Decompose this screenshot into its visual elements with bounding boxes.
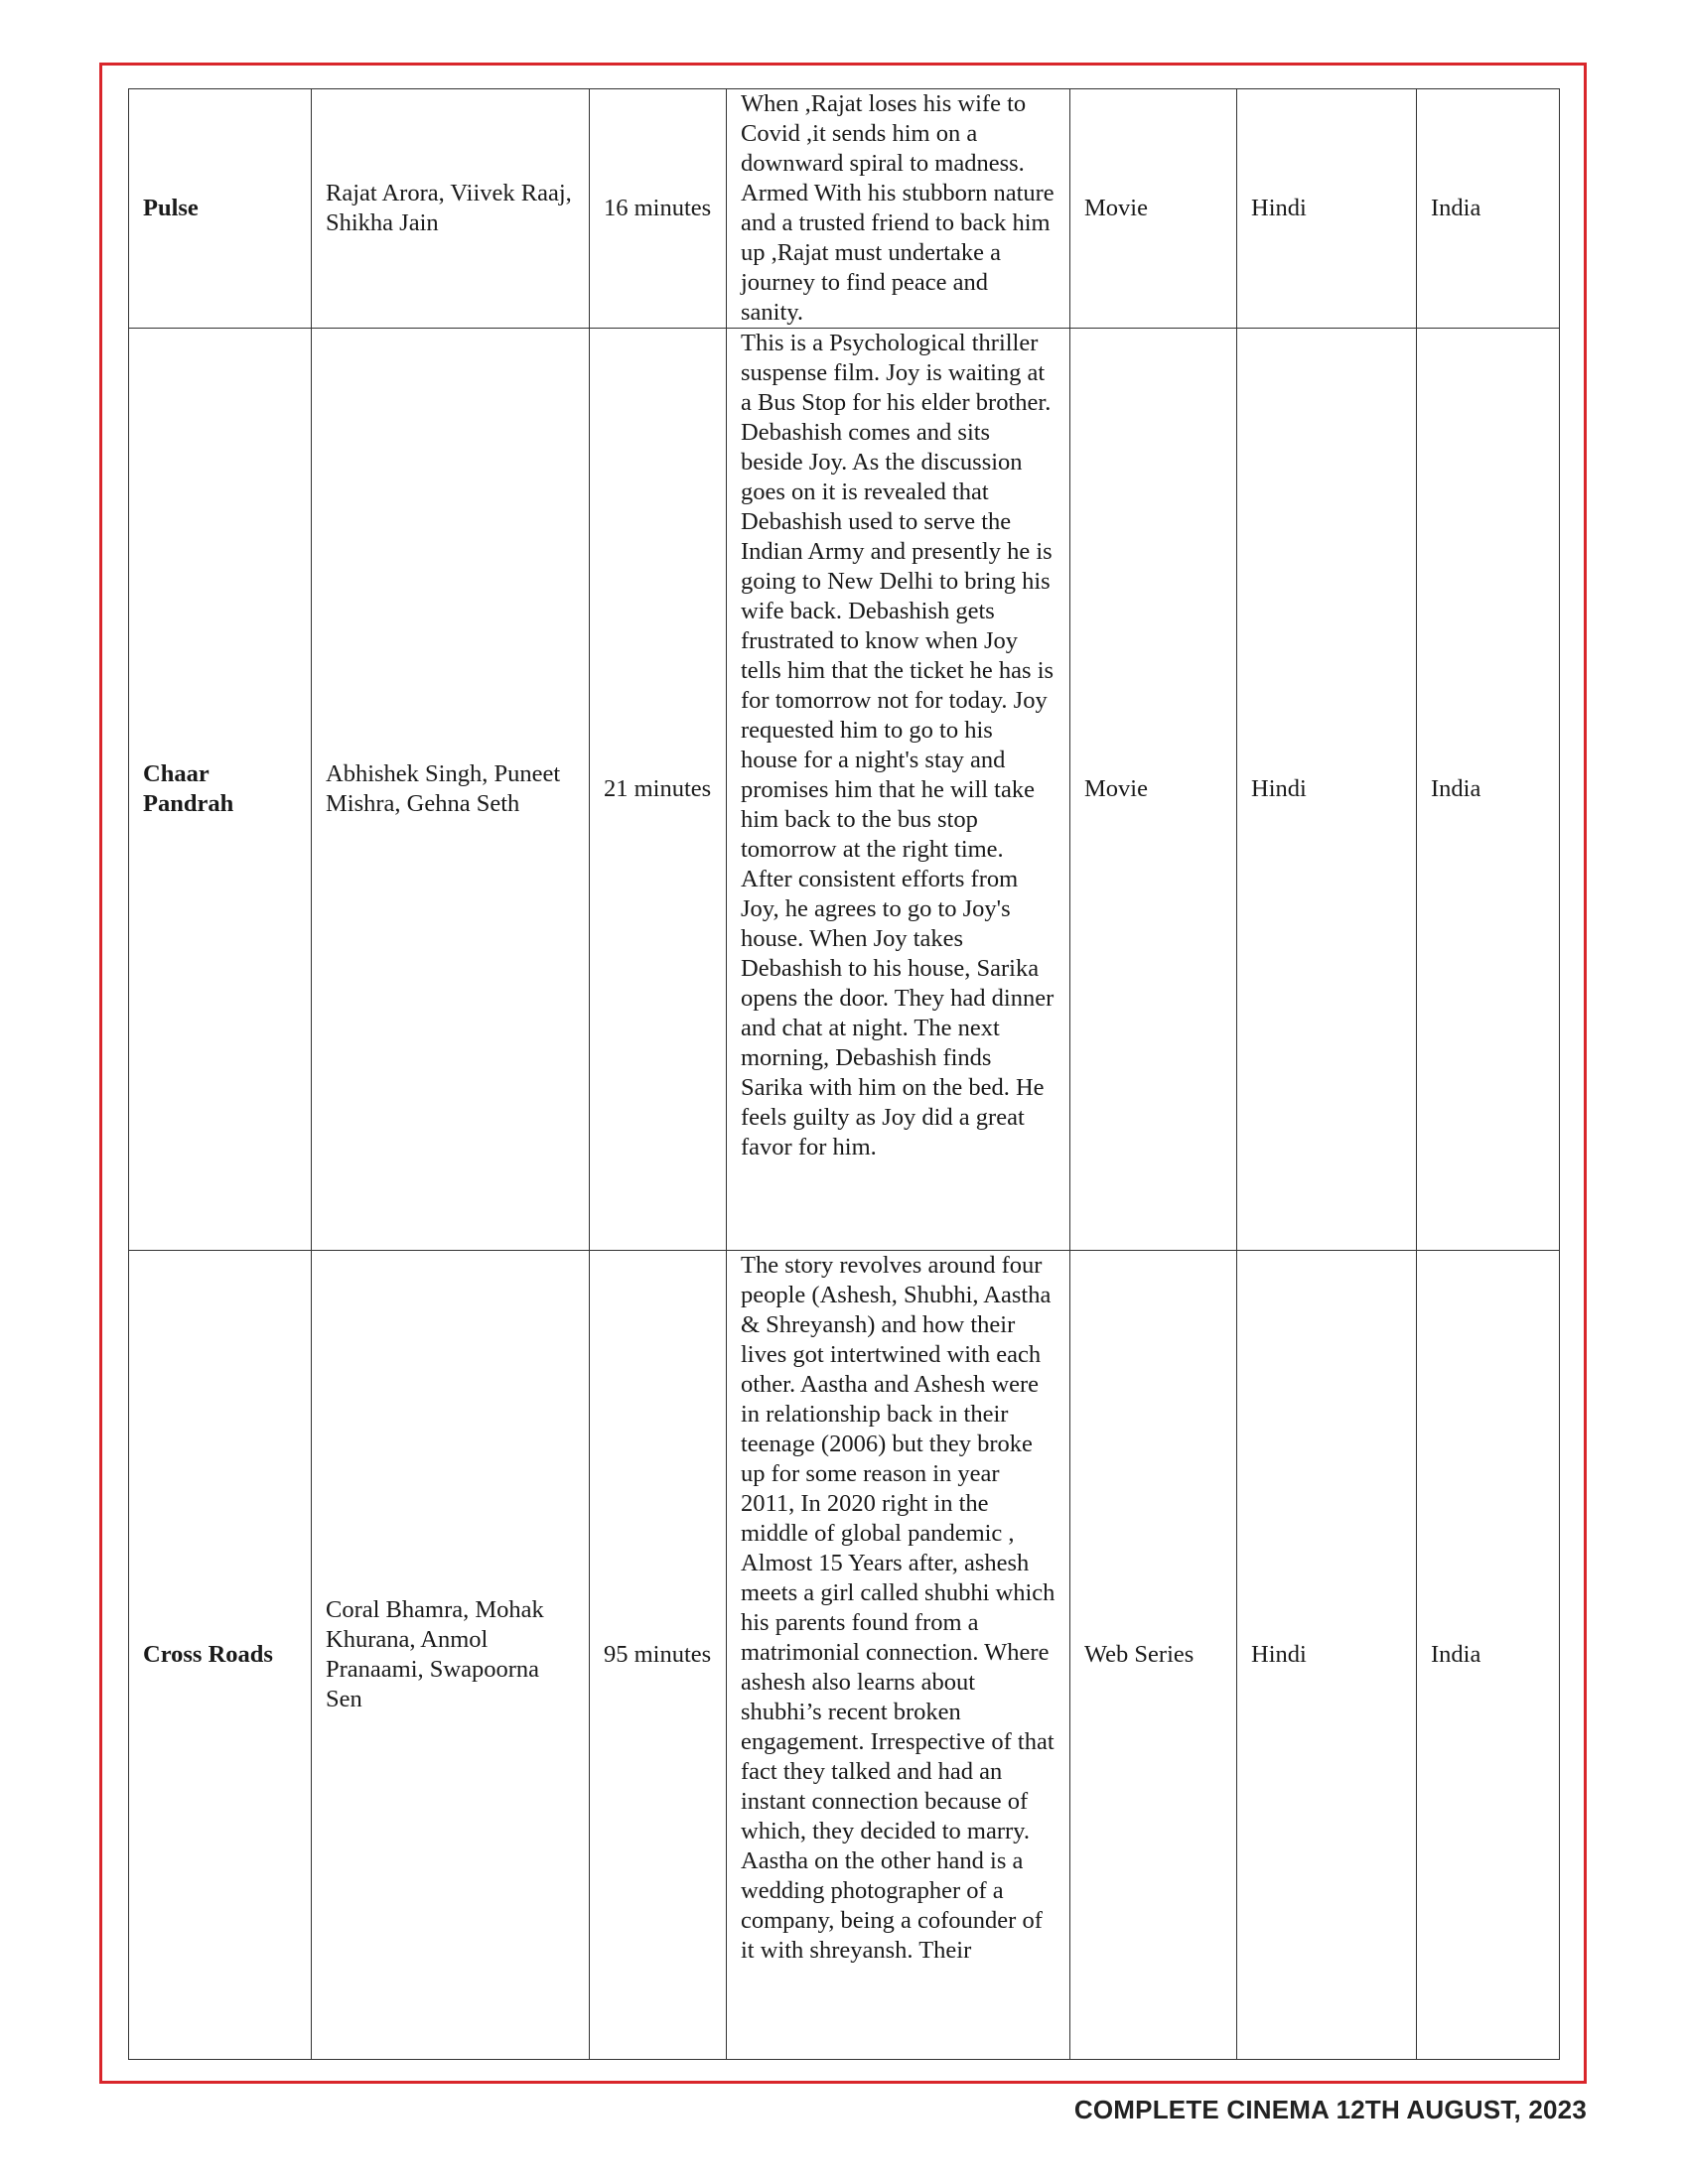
film-cast: Coral Bhamra, Mohak Khurana, Anmol Pranaami, Swapoorna Sen — [312, 1251, 590, 2060]
film-duration: 21 minutes — [590, 329, 727, 1251]
film-listing-table — [128, 88, 1560, 2060]
film-format: Movie — [1070, 329, 1237, 1251]
film-language: Hindi — [1237, 89, 1417, 329]
table-row — [129, 1251, 1560, 2060]
film-language: Hindi — [1237, 329, 1417, 1251]
film-country: India — [1417, 1251, 1560, 2060]
table-row — [129, 89, 1560, 329]
film-cast: Rajat Arora, Viivek Raaj, Shikha Jain — [312, 89, 590, 329]
film-synopsis: This is a Psychological thriller suspense film. Joy is waiting at a Bus Stop for his elder brother. Debashish comes and sits beside Joy. As the discussion goes on it is revealed that Debashish used to serve the Indian Army and presently he is going to New Delhi to bring his wife back. Debashish gets frustrated to know when Joy tells him that the ticket he has is for tomorrow not for today. Joy requested him to go to his house for a night's stay and promises him that he will take him back to the bus stop tomorrow at the right time. After consistent efforts from Joy, he agrees to go to Joy's house. When Joy takes Debashish to his house, Sarika opens the door. They had dinner and chat at night. The next morning, Debashish finds Sarika with him on the bed. He feels guilty as Joy did a great favor for him. — [727, 329, 1070, 1251]
film-duration: 16 minutes — [590, 89, 727, 329]
film-title: Chaar Pandrah — [129, 329, 312, 1251]
page-footer: COMPLETE CINEMA 12TH AUGUST, 2023 — [1073, 2095, 1587, 2124]
table-row — [129, 329, 1560, 1251]
film-synopsis — [727, 1251, 1070, 2060]
film-cast: Abhishek Singh, Puneet Mishra, Gehna Seth — [312, 329, 590, 1251]
film-language: Hindi — [1237, 1251, 1417, 2060]
film-country: India — [1417, 89, 1560, 329]
film-synopsis-continued: Aastha on the other hand is a wedding photographer of a company, being a cofounder of it with shreyansh. Their — [741, 1847, 1043, 1964]
film-format: Web Series — [1070, 1251, 1237, 2060]
film-format: Movie — [1070, 89, 1237, 329]
film-synopsis: When ,Rajat loses his wife to Covid ,it sends him on a downward spiral to madness. Armed With his stubborn nature and a trusted friend to back him up ,Rajat must undertake a journey to find peace and sanity. — [727, 89, 1070, 329]
film-title: Pulse — [129, 89, 312, 329]
film-synopsis-paragraph: The story revolves around four people (Ashesh, Shubhi, Aastha & Shreyansh) and how their lives got intertwined with each other. Aastha and Ashesh were in relationship back in their teenage (2006) but they broke up for some reason in year 2011, In 2020 right in the middle of global pandemic , Almost 15 Years after, ashesh meets a girl called shubhi which his parents found from a matrimonial connection. Where ashesh also learns about shubhi’s recent broken engagement. Irrespective of that fact they talked and had an instant connection because of which, they decided to marry. — [741, 1252, 1055, 1844]
film-title: Cross Roads — [129, 1251, 312, 2060]
film-duration: 95 minutes — [590, 1251, 727, 2060]
film-country: India — [1417, 329, 1560, 1251]
